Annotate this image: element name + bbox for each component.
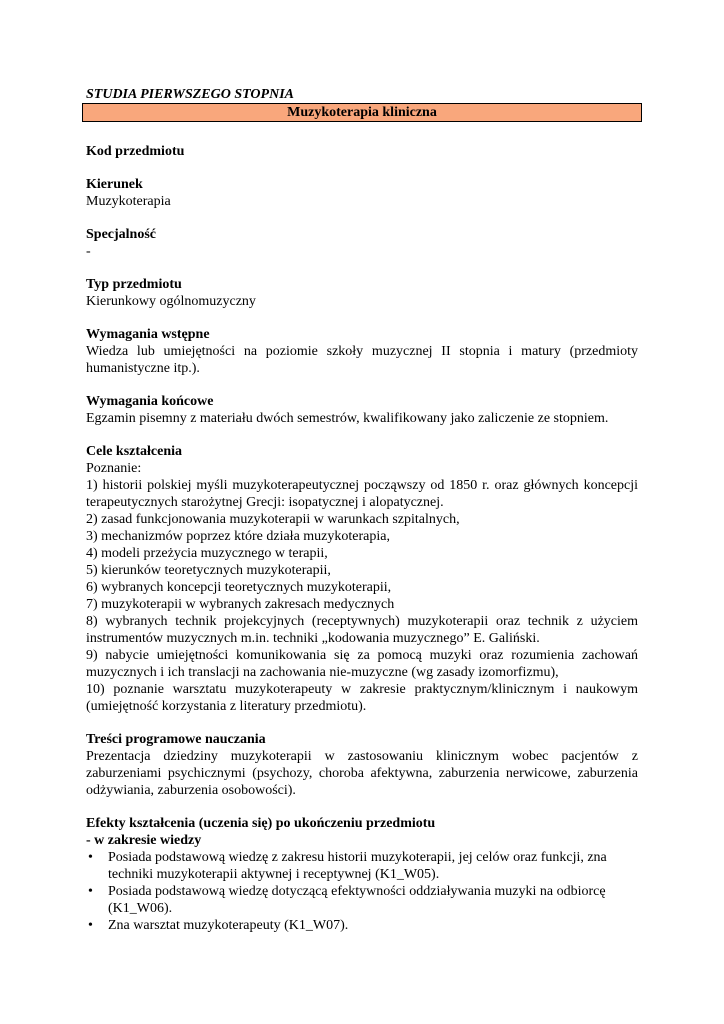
tresci-value: Prezentacja dziedziny muzykoterapii w zastosowaniu klinicznym wobec pacjentów z zaburzeniami psychicznymi (psychozy, choroba afektywna, zaburzenia nerwicowe, zaburzenia odżywiania, zaburzenia osobowości). [86,749,638,798]
cele-label: Cele kształcenia [86,444,183,459]
wymagania-wstepne-value: Wiedza lub umiejętności na poziomie szkoły muzycznej II stopnia i matury (przedmioty humanistyczne itp.). [86,344,638,376]
bullet-icon: • [88,850,93,865]
list-item [86,883,638,917]
wymagania-koncowe-value: Egzamin pisemny z materiału dwóch semestrów, kwalifikowany jako zaliczenie ze stopniem. [86,411,609,426]
typ-label: Typ przedmiotu [86,277,182,292]
section-kierunek [86,176,638,210]
section-kod [86,143,638,160]
bullet-icon: • [88,884,93,899]
cele-item: 5) kierunków teoretycznych muzykoterapii, [86,563,331,578]
cele-item: 2) zasad funkcjonowania muzykoterapii w warunkach szpitalnych, [86,512,460,527]
specjalnosc-value: - [86,244,91,259]
cele-item: 7) muzykoterapii w wybranych zakresach medycznych [86,597,395,612]
cele-item: 3) mechanizmów poprzez które działa muzykoterapia, [86,529,390,544]
section-efekty [86,815,638,934]
efekty-label: Efekty kształcenia (uczenia się) po ukończeniu przedmiotu [86,816,436,831]
efekty-item-text: Posiada podstawową wiedzę dotyczącą efektywności oddziaływania muzyki na odbiorcę (K1_W06). [108,884,606,916]
cele-item: 4) modeli przeżycia muzycznego w terapii, [86,546,328,561]
section-wymagania-wstepne [86,326,638,377]
kierunek-label: Kierunek [86,177,143,192]
bullet-icon: • [88,918,93,933]
study-level-heading: STUDIA PIERWSZEGO STOPNIA [86,87,294,102]
cele-item: 8) wybranych technik projekcyjnych (receptywnych) muzykoterapii oraz technik z użyciem instrumentów muzycznych m.in. techniki „kodowania muzycznego” E. Galiński. [86,614,638,646]
wymagania-koncowe-label: Wymagania końcowe [86,394,214,409]
efekty-wiedza-label: - w zakresie wiedzy [86,833,202,848]
section-cele [86,443,638,715]
document-content [86,86,638,934]
tresci-label: Treści programowe nauczania [86,732,266,747]
typ-value: Kierunkowy ogólnomuzyczny [86,294,256,309]
cele-item: 1) historii polskiej myśli muzykoterapeutycznej począwszy od 1850 r. oraz głównych koncepcji terapeutycznych starożytnej Grecji: isopatycznej i alopatycznej. [86,478,638,510]
specjalnosc-label: Specjalność [86,227,156,242]
section-specjalnosc [86,226,638,260]
efekty-item-text: Zna warsztat muzykoterapeuty (K1_W07). [108,918,349,933]
wymagania-wstepne-label: Wymagania wstępne [86,327,210,342]
cele-item: 6) wybranych koncepcji teoretycznych muzykoterapii, [86,580,392,595]
kierunek-value: Muzykoterapia [86,194,171,209]
efekty-list [86,849,638,934]
section-typ [86,276,638,310]
list-item [86,849,638,883]
section-tresci [86,731,638,799]
list-item [86,917,638,934]
efekty-item-text: Posiada podstawową wiedzę z zakresu historii muzykoterapii, jej celów oraz funkcji, zna techniki muzykoterapii aktywnej i receptywnej (K1_W05). [108,850,607,882]
section-wymagania-koncowe [86,393,638,427]
kod-label: Kod przedmiotu [86,144,185,159]
course-title-bar: Muzykoterapia kliniczna [82,103,642,122]
cele-intro: Poznanie: [86,461,142,476]
cele-item: 10) poznanie warsztatu muzykoterapeuty w zakresie praktycznym/klinicznym i naukowym (umiejętność korzystania z literatury przedmiotu). [86,682,638,714]
cele-item: 9) nabycie umiejętności komunikowania się za pomocą muzyki oraz rozumienia zachowań muzycznych i ich translacji na zachowania nie-muzyczne (wg zasady izomorfizmu), [86,648,638,680]
